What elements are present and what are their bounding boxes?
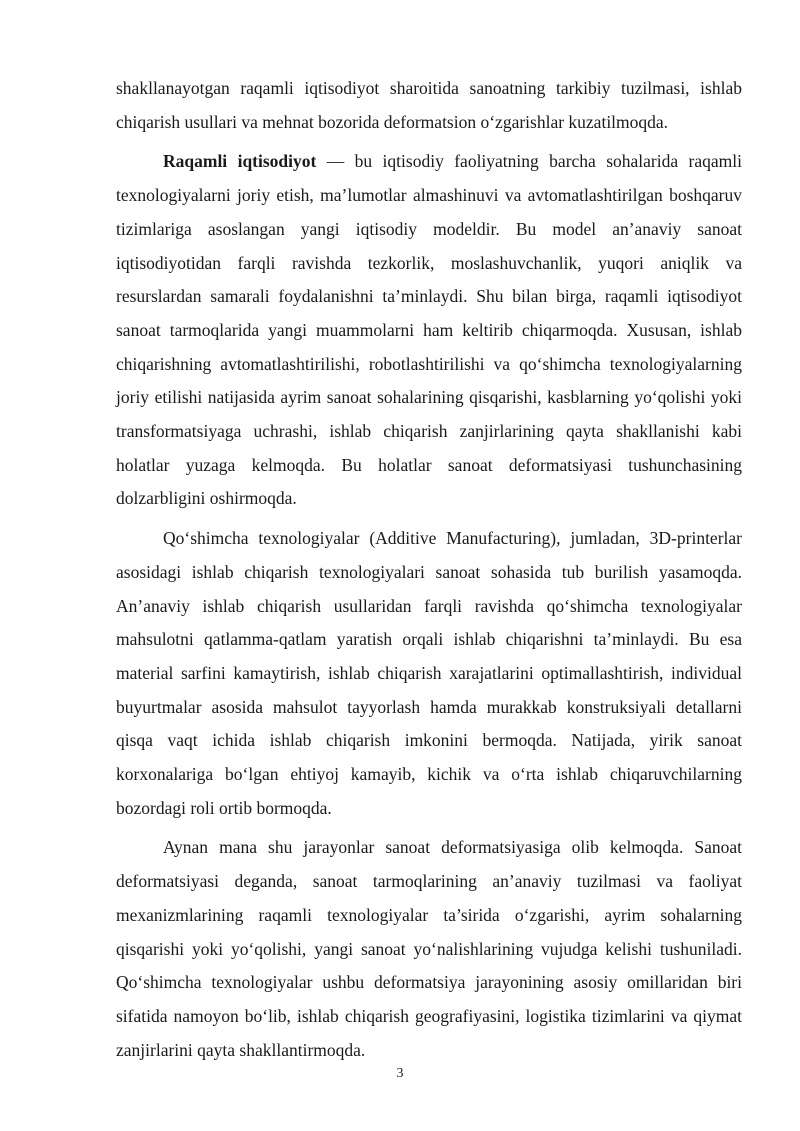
paragraph-digital-economy <box>116 145 742 516</box>
term-digital-economy: Raqamli iqtisodiyot <box>163 151 317 172</box>
document-page <box>116 72 742 1073</box>
paragraph-industrial-deformation: Aynan mana shu jarayonlar sanoat deformatsiyasiga olib kelmoqda. Sanoat deformatsiyasi deganda, sanoat tarmoqlarining an’anaviy tuzilmasi va faoliyat mexanizmlarining raqamli texnologiyalar ta’sirida o‘zgarishi, ayrim sohalarning qisqarishi yoki yo‘qolishi, yangi sanoat yo‘nalishlarining vujudga kelishi tushuniladi. Qo‘shimcha texnologiyalar ushbu deformatsiya jarayonining asosiy omillaridan biri sifatida namoyon bo‘lib, ishlab chiqarish geografiyasini, logistika tizimlarini va qiymat zanjirlarini qayta shakllantirmoqda. <box>116 837 742 1060</box>
paragraph-body: — bu iqtisodiy faoliyatning barcha sohalarida raqamli texnologiyalarni joriy etish, ma’lumotlar almashinuvi va avtomatlashtirilgan boshqaruv tizimlariga asoslangan yangi iqtisodiy modeldir. Bu model an’anaviy sanoat iqtisodiyotidan farqli ravishda tezkorlik, moslashuvchanlik, yuqori aniqlik va resurslardan samarali foydalanishni ta’minlaydi. Shu bilan birga, raqamli iqtisodiyot sanoat tarmoqlarida yangi muammolarni ham keltirib chiqarmoqda. Xususan, ishlab chiqarishning avtomatlashtirilishi, robotlashtirilishi va qo‘shimcha texnologiyalarning joriy etilishi natijasida ayrim sanoat sohalarining qisqarishi, kasblarning yo‘qolishi yoki transformatsiyaga uchrashi, ishlab chiqarish zanjirlarining qayta shakllanishi kabi holatlar yuzaga kelmoqda. Bu holatlar sanoat deformatsiyasi tushunchasining dolzarbligini oshirmoqda. <box>116 151 742 509</box>
paragraph-continuation: shakllanayotgan raqamli iqtisodiyot sharoitida sanoatning tarkibiy tuzilmasi, ishlab chiqarish usullari va mehnat bozorida deformatsion o‘zgarishlar kuzatilmoqda. <box>116 78 742 132</box>
page-number: 3 <box>396 1066 404 1081</box>
paragraph-additive-technologies: Qo‘shimcha texnologiyalar (Additive Manufacturing), jumladan, 3D-printerlar asosidagi ishlab chiqarish texnologiyalari sanoat sohasida tub burilish yasamoqda. An’anaviy ishlab chiqarish usullaridan farqli ravishda qo‘shimcha texnologiyalar mahsulotni qatlamma-qatlam yaratish orqali ishlab chiqarishni ta’minlaydi. Bu esa material sarfini kamaytirish, ishlab chiqarish xarajatlarini optimallashtirish, individual buyurtmalar asosida mahsulot tayyorlash hamda murakkab konstruksiyali detallarni qisqa vaqt ichida ishlab chiqarish imkonini bermoqda. Natijada, yirik sanoat korxonalariga bo‘lgan ehtiyoj kamayib, kichik va o‘rta ishlab chiqaruvchilarning bozordagi roli ortib bormoqda. <box>116 528 742 818</box>
